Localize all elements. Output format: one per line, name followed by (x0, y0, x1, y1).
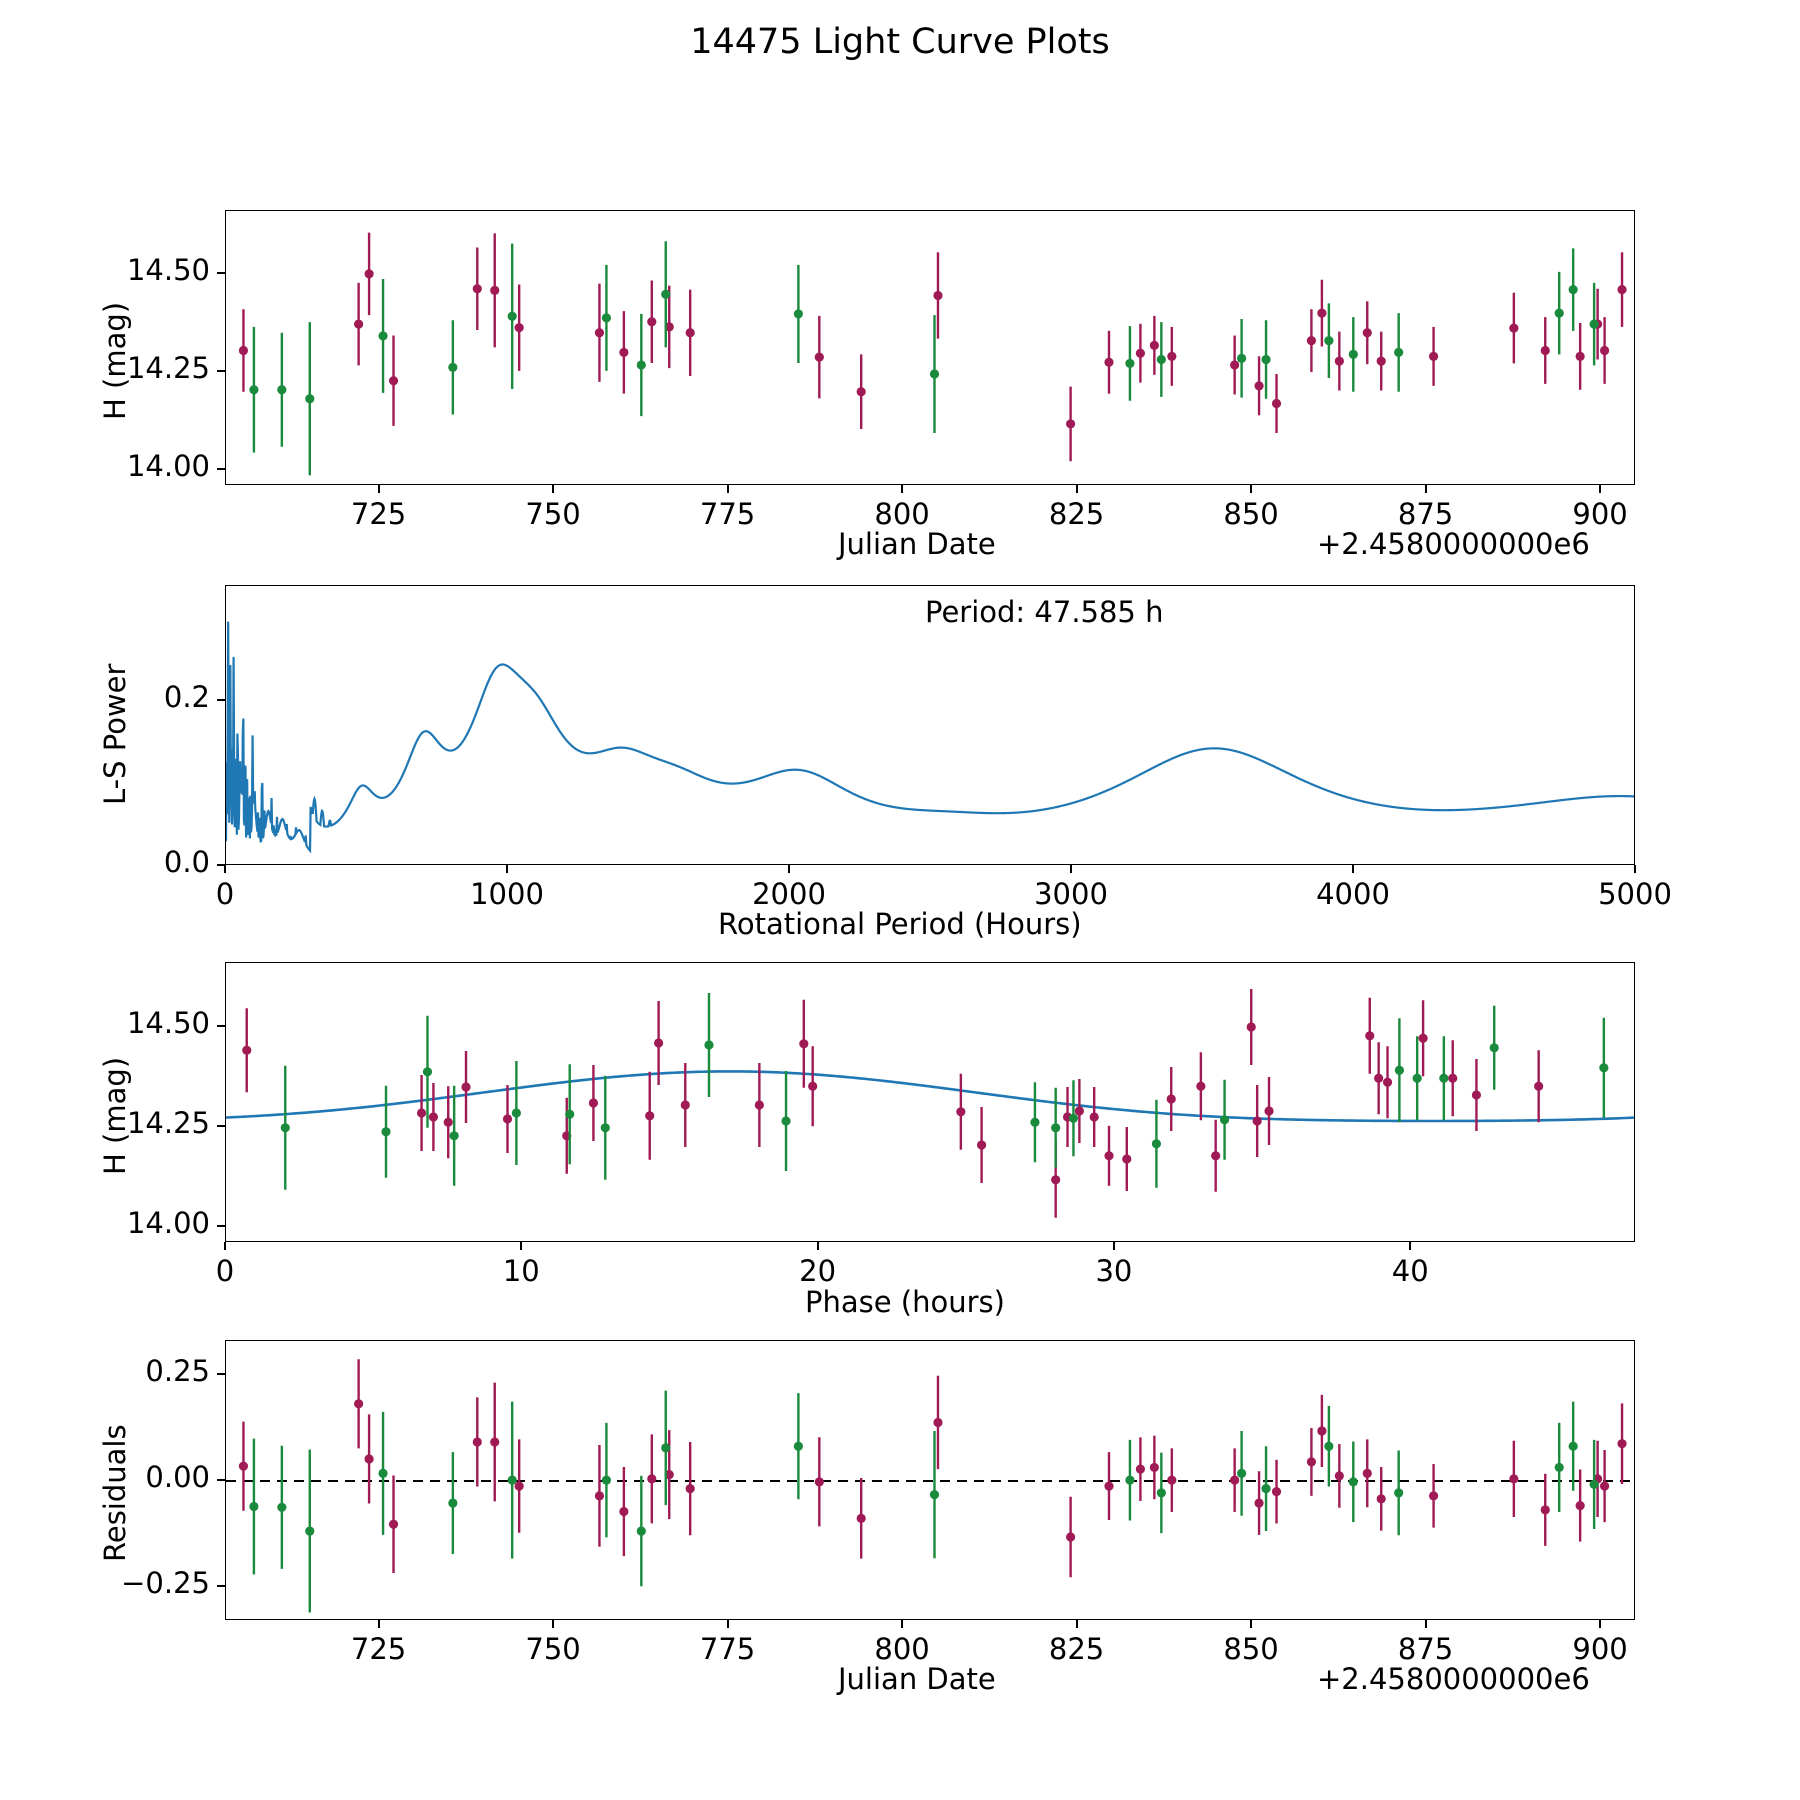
series-green (249, 241, 1598, 475)
axis-label-x-phase-folded: Phase (hours) (805, 1285, 1005, 1319)
x-tick-mark (552, 1620, 554, 1628)
axis-label-y-light-curve: H (mag) (98, 301, 132, 420)
x-tick-mark (1076, 485, 1078, 493)
y-tick-label: 14.25 (126, 351, 210, 386)
x-tick-label: 800 (874, 497, 930, 531)
x-tick-label: 875 (1397, 497, 1454, 531)
x-tick-label: 825 (1048, 1632, 1105, 1666)
series-magenta (242, 989, 1543, 1218)
x-tick-label: 1000 (470, 877, 544, 911)
x-tick-label: 800 (874, 1632, 930, 1666)
x-tick-mark (1076, 1620, 1078, 1628)
period-annotation: Period: 47.585 h (925, 595, 1164, 629)
series-green (249, 1391, 1598, 1613)
x-tick-mark (1409, 1242, 1411, 1250)
plot-area-light-curve (225, 210, 1635, 485)
y-tick-mark (217, 699, 225, 701)
axis-label-y-periodogram: L-S Power (98, 663, 132, 805)
x-tick-label: 0 (215, 1254, 235, 1288)
y-tick-mark (217, 1025, 225, 1027)
x-tick-mark (901, 485, 903, 493)
axis-label-x-residuals: Julian Date (838, 1662, 996, 1696)
axis-label-y-residuals: Residuals (98, 1424, 132, 1562)
x-tick-mark (1113, 1242, 1115, 1250)
y-tick-label: 14.50 (126, 1006, 210, 1040)
x-tick-label: 725 (350, 1632, 407, 1666)
y-tick-mark (217, 468, 225, 470)
x-tick-label: 10 (502, 1254, 540, 1288)
y-tick-label: 0.25 (145, 1353, 210, 1388)
axis-label-x-periodogram: Rotational Period (Hours) (718, 907, 1082, 941)
x-offset-light-curve: +2.4580000000e6 (1317, 527, 1590, 561)
axis-label-x-light-curve: Julian Date (838, 527, 996, 561)
plot-area-phase-folded (225, 962, 1635, 1242)
x-tick-mark (727, 1620, 729, 1628)
y-tick-label: 14.50 (126, 252, 210, 287)
x-tick-mark (817, 1242, 819, 1250)
x-tick-mark (224, 1242, 226, 1250)
x-tick-mark (378, 1620, 380, 1628)
x-tick-label: 775 (699, 1632, 756, 1666)
x-tick-mark (1599, 1620, 1601, 1628)
x-tick-label: 20 (799, 1254, 837, 1288)
y-tick-label: 0.2 (163, 680, 210, 715)
x-tick-mark (552, 485, 554, 493)
y-tick-label: 14.25 (126, 1106, 210, 1140)
x-tick-label: 900 (1572, 497, 1628, 531)
x-tick-label: 3000 (1034, 877, 1108, 911)
series-green (281, 993, 1609, 1190)
x-tick-label: 40 (1391, 1254, 1429, 1288)
y-tick-label: 0.0 (163, 845, 210, 879)
y-tick-mark (217, 1585, 225, 1587)
x-tick-label: 725 (350, 497, 407, 531)
x-tick-label: 750 (525, 1632, 581, 1666)
series-magenta (239, 233, 1627, 462)
x-tick-mark (727, 485, 729, 493)
x-tick-mark (1425, 1620, 1427, 1628)
axis-label-y-phase-folded: H (mag) (98, 1056, 132, 1175)
x-tick-label: 0 (215, 877, 235, 911)
y-tick-mark (217, 1479, 225, 1481)
y-tick-label: 14.00 (126, 449, 210, 484)
x-tick-label: 775 (699, 497, 756, 531)
plot-area-residuals (225, 1340, 1635, 1620)
x-tick-label: 2000 (752, 877, 826, 911)
x-tick-label: 900 (1572, 1632, 1628, 1666)
x-tick-label: 4000 (1316, 877, 1390, 911)
x-tick-mark (1250, 485, 1252, 493)
y-tick-label: 0.00 (145, 1460, 210, 1494)
x-tick-label: 750 (525, 497, 581, 531)
x-tick-mark (1599, 485, 1601, 493)
y-tick-mark (217, 1225, 225, 1227)
x-tick-label: 875 (1397, 1632, 1454, 1666)
x-tick-mark (1425, 485, 1427, 493)
x-tick-mark (788, 865, 790, 873)
x-tick-mark (506, 865, 508, 873)
x-tick-mark (224, 865, 226, 873)
x-tick-mark (1634, 865, 1636, 873)
y-tick-mark (217, 370, 225, 372)
x-tick-label: 850 (1223, 497, 1279, 531)
y-tick-label: −0.25 (121, 1566, 210, 1601)
x-tick-mark (1070, 865, 1072, 873)
x-tick-label: 30 (1095, 1254, 1133, 1288)
x-tick-mark (378, 485, 380, 493)
figure-title: 14475 Light Curve Plots (690, 22, 1110, 62)
x-tick-label: 825 (1048, 497, 1105, 531)
x-tick-mark (1352, 865, 1354, 873)
y-tick-mark (217, 272, 225, 274)
x-tick-mark (901, 1620, 903, 1628)
x-tick-mark (1250, 1620, 1252, 1628)
x-tick-label: 5000 (1598, 877, 1672, 911)
x-tick-label: 850 (1223, 1632, 1279, 1666)
y-tick-mark (217, 1125, 225, 1127)
series-magenta (239, 1359, 1627, 1577)
x-tick-mark (520, 1242, 522, 1250)
y-tick-mark (217, 1373, 225, 1375)
y-tick-label: 14.00 (126, 1206, 210, 1240)
x-offset-residuals: +2.4580000000e6 (1317, 1662, 1590, 1696)
y-tick-mark (217, 864, 225, 866)
